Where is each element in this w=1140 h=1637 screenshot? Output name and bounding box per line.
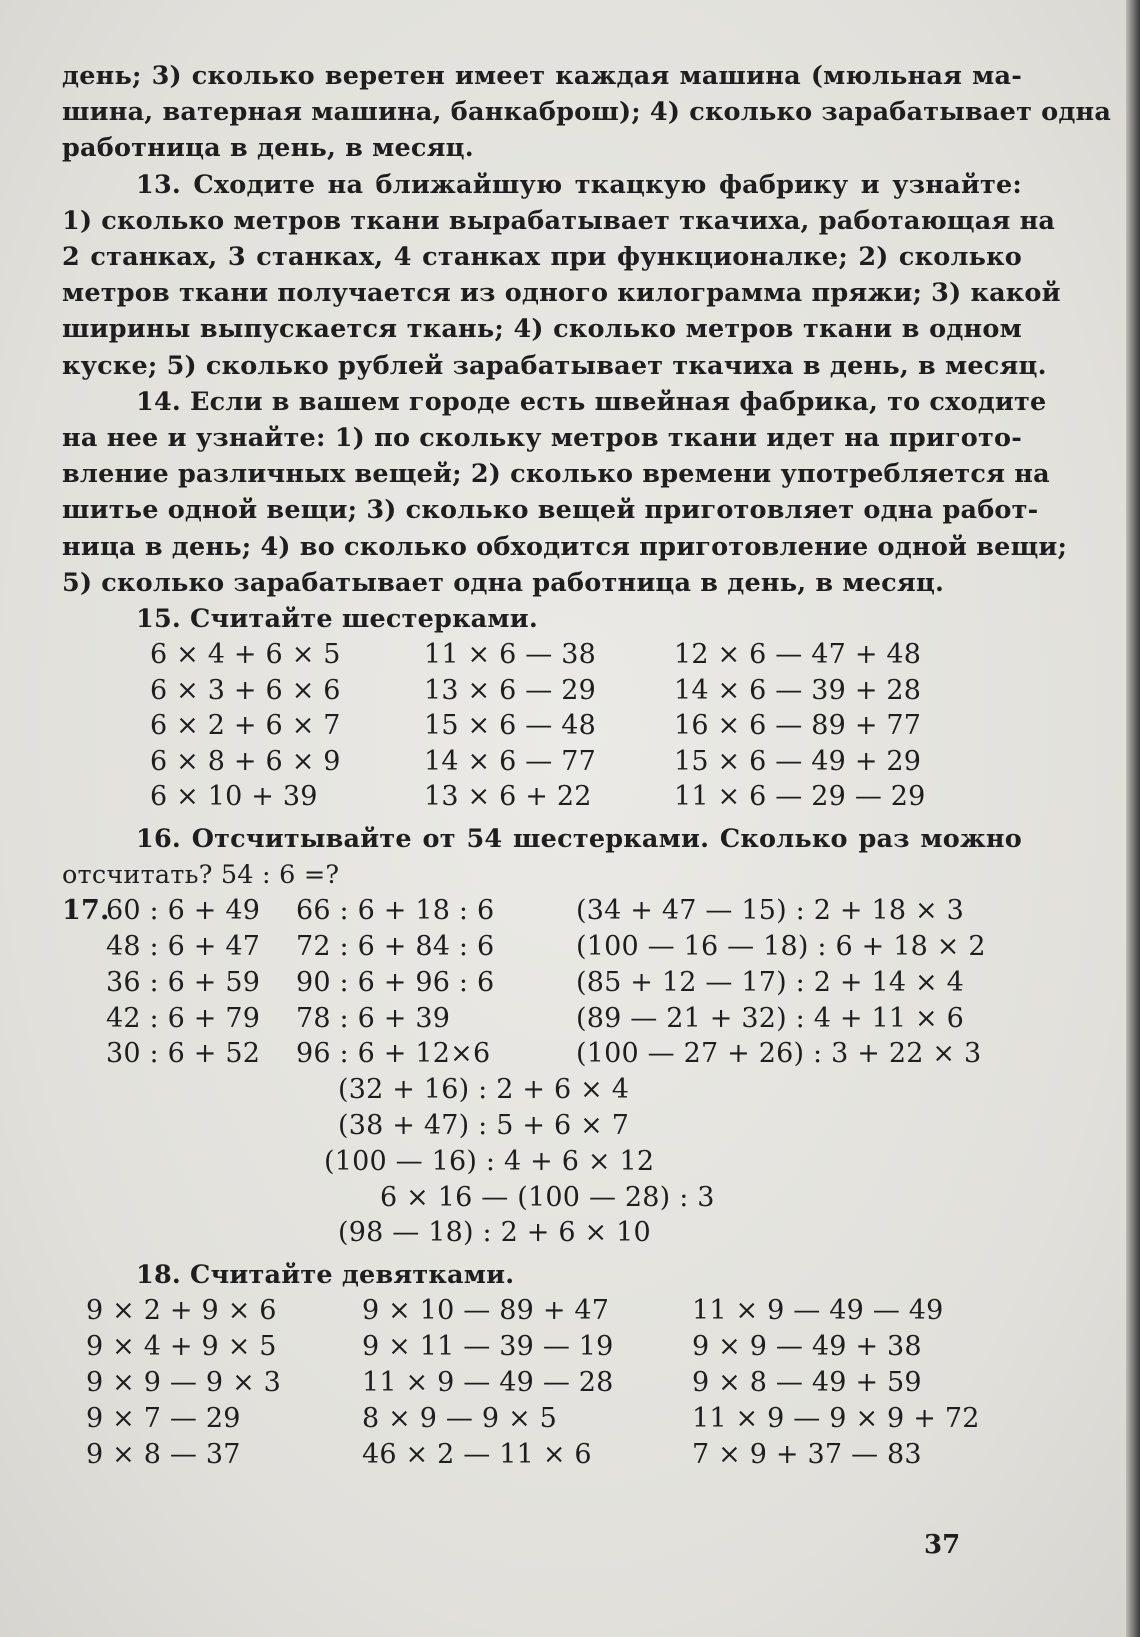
expression: 9 × 8 — 37 (86, 1438, 241, 1470)
page-edge-shadow (1126, 0, 1140, 1637)
expression: 12 × 6 — 47 + 48 (674, 639, 922, 671)
text-line: шитье одной вещи; 3) сколько вещей приготовляет одна работ- (62, 495, 1039, 526)
text-line: на нее и узнайте: 1) по скольку метров ткани идет на пригото- (62, 423, 1022, 454)
expression: 42 : 6 + 79 (106, 1002, 261, 1034)
exercise-row (150, 779, 1022, 815)
paragraph-13 (62, 167, 1061, 384)
expression: 11 × 9 — 49 — 49 (692, 1295, 944, 1327)
expression: 6 × 16 — (100 — 28) : 3 (380, 1181, 715, 1213)
exercise-row (86, 1401, 1022, 1437)
expression: 9 × 7 — 29 (86, 1402, 241, 1434)
expression: 11 × 6 — 29 — 29 (674, 781, 926, 813)
text-line: 1) сколько метров ткани вырабатывает ткачиха, работающая на (62, 205, 1056, 236)
exercise-row (150, 744, 1022, 780)
expression: 90 : 6 + 96 : 6 (296, 966, 495, 998)
expression: 15 × 6 — 49 + 29 (674, 745, 922, 777)
exercise-row (62, 965, 1022, 1001)
expression: (34 + 47 — 15) : 2 + 18 × 3 (576, 895, 965, 927)
text-line: ница в день; 4) во сколько обходится приготовление одной вещи; (62, 531, 1068, 562)
page-number: 37 (924, 1530, 961, 1560)
exercise-17-label: 17. (62, 895, 110, 927)
text-line: 2 станках, 3 станках, 4 станках при функционалке; 2) сколько (62, 242, 1022, 273)
exercise-row (62, 1001, 1022, 1037)
expression: 9 × 8 — 49 + 59 (692, 1366, 922, 1398)
text-line: куске; 5) сколько рублей зарабатывает ткачиха в день, в месяц. (62, 350, 1047, 381)
text-line: 14. Если в вашем городе есть швейная фабрика, то сходите (136, 386, 1047, 417)
exercise-row (150, 637, 1022, 673)
expression: 11 × 9 — 9 × 9 + 72 (692, 1402, 980, 1434)
expression: 14 × 6 — 39 + 28 (674, 674, 922, 706)
exercise-row (86, 1437, 1022, 1473)
expression: 6 × 2 + 6 × 7 (150, 710, 341, 742)
exercise-15-title: 15. Считайте шестерками. (136, 604, 538, 635)
exercise-row (86, 1329, 1022, 1365)
text-line: метров ткани получается из одного килограмма пряжи; 3) какой (62, 278, 1061, 309)
expression: 46 × 2 — 11 × 6 (362, 1438, 592, 1470)
exercise-17-grid (62, 893, 1022, 1251)
expression: 9 × 4 + 9 × 5 (86, 1331, 277, 1363)
expression: 9 × 2 + 9 × 6 (86, 1295, 277, 1327)
expression: (85 + 12 — 17) : 2 + 14 × 4 (576, 966, 965, 998)
text-line: 16. Отсчитывайте от 54 шестерками. Сколько раз можно (136, 823, 1022, 854)
expression: (89 — 21 + 32) : 4 + 11 × 6 (576, 1002, 965, 1034)
text-line: отсчитать? 54 : 6 =? (62, 859, 340, 890)
expression: 9 × 10 — 89 + 47 (362, 1295, 610, 1327)
expression: 60 : 6 + 49 (106, 895, 261, 927)
expression: 15 × 6 — 48 (424, 710, 597, 742)
exercise-row (62, 929, 1022, 965)
expression: 6 × 10 + 39 (150, 781, 318, 813)
expression: (98 — 18) : 2 + 6 × 10 (338, 1217, 651, 1249)
expression: 9 × 11 — 39 — 19 (362, 1331, 614, 1363)
exercise-row (86, 1365, 1022, 1401)
expression: (100 — 16) : 4 + 6 × 12 (324, 1145, 655, 1177)
expression: 48 : 6 + 47 (106, 930, 261, 962)
expression: 13 × 6 + 22 (424, 781, 592, 813)
expression: 13 × 6 — 29 (424, 674, 597, 706)
paragraph-14 (62, 384, 1068, 601)
expression: 8 × 9 — 9 × 5 (362, 1402, 558, 1434)
expression: 14 × 6 — 77 (424, 745, 597, 777)
expression: 9 × 9 — 49 + 38 (692, 1331, 922, 1363)
exercise-18-grid (62, 1293, 1022, 1472)
expression: 96 : 6 + 12×6 (296, 1038, 491, 1070)
text-line: шина, ватерная машина, банкаброш); 4) сколько зарабатывает одна (62, 97, 1112, 128)
text-line: работница в день, в месяц. (62, 133, 474, 164)
expression: 6 × 3 + 6 × 6 (150, 674, 341, 706)
exercise-row (150, 673, 1022, 709)
expression: 11 × 6 — 38 (424, 639, 597, 671)
expression: (100 — 16 — 18) : 6 + 18 × 2 (576, 930, 986, 962)
expression: 72 : 6 + 84 : 6 (296, 930, 495, 962)
expression: (100 — 27 + 26) : 3 + 22 × 3 (576, 1038, 982, 1070)
expression: (32 + 16) : 2 + 6 × 4 (338, 1074, 630, 1106)
expression: 30 : 6 + 52 (106, 1038, 261, 1070)
exercise-row (62, 1036, 1022, 1072)
expression: (38 + 47) : 5 + 6 × 7 (338, 1109, 630, 1141)
expression: 7 × 9 + 37 — 83 (692, 1438, 922, 1470)
text-line: 5) сколько зарабатывает одна работница в день, в месяц. (62, 567, 945, 598)
exercise-18-title: 18. Считайте девятками. (136, 1260, 515, 1291)
exercise-row (62, 893, 1022, 929)
exercise-row (86, 1293, 1022, 1329)
exercise-row (150, 708, 1022, 744)
page-text (62, 58, 1112, 1472)
expression: 66 : 6 + 18 : 6 (296, 895, 495, 927)
exercise-15-grid (62, 637, 1022, 815)
expression: 6 × 4 + 6 × 5 (150, 639, 341, 671)
expression: 9 × 9 — 9 × 3 (86, 1366, 282, 1398)
expression: 36 : 6 + 59 (106, 966, 261, 998)
text-line: вление различных вещей; 2) сколько времени употребляется на (62, 459, 1050, 490)
expression: 6 × 8 + 6 × 9 (150, 745, 341, 777)
text-line: 13. Сходите на ближайшую ткацкую фабрику и узнайте: (136, 169, 1022, 200)
text-line: ширины выпускается ткань; 4) сколько метров ткани в одном (62, 314, 1022, 345)
paragraph-12-tail (62, 58, 1112, 167)
expression: 11 × 9 — 49 — 28 (362, 1366, 614, 1398)
expression: 78 : 6 + 39 (296, 1002, 451, 1034)
paragraph-16 (62, 821, 1022, 893)
text-line: день; 3) сколько веретен имеет каждая машина (мюльная ма- (62, 61, 1022, 91)
expression: 16 × 6 — 89 + 77 (674, 710, 922, 742)
